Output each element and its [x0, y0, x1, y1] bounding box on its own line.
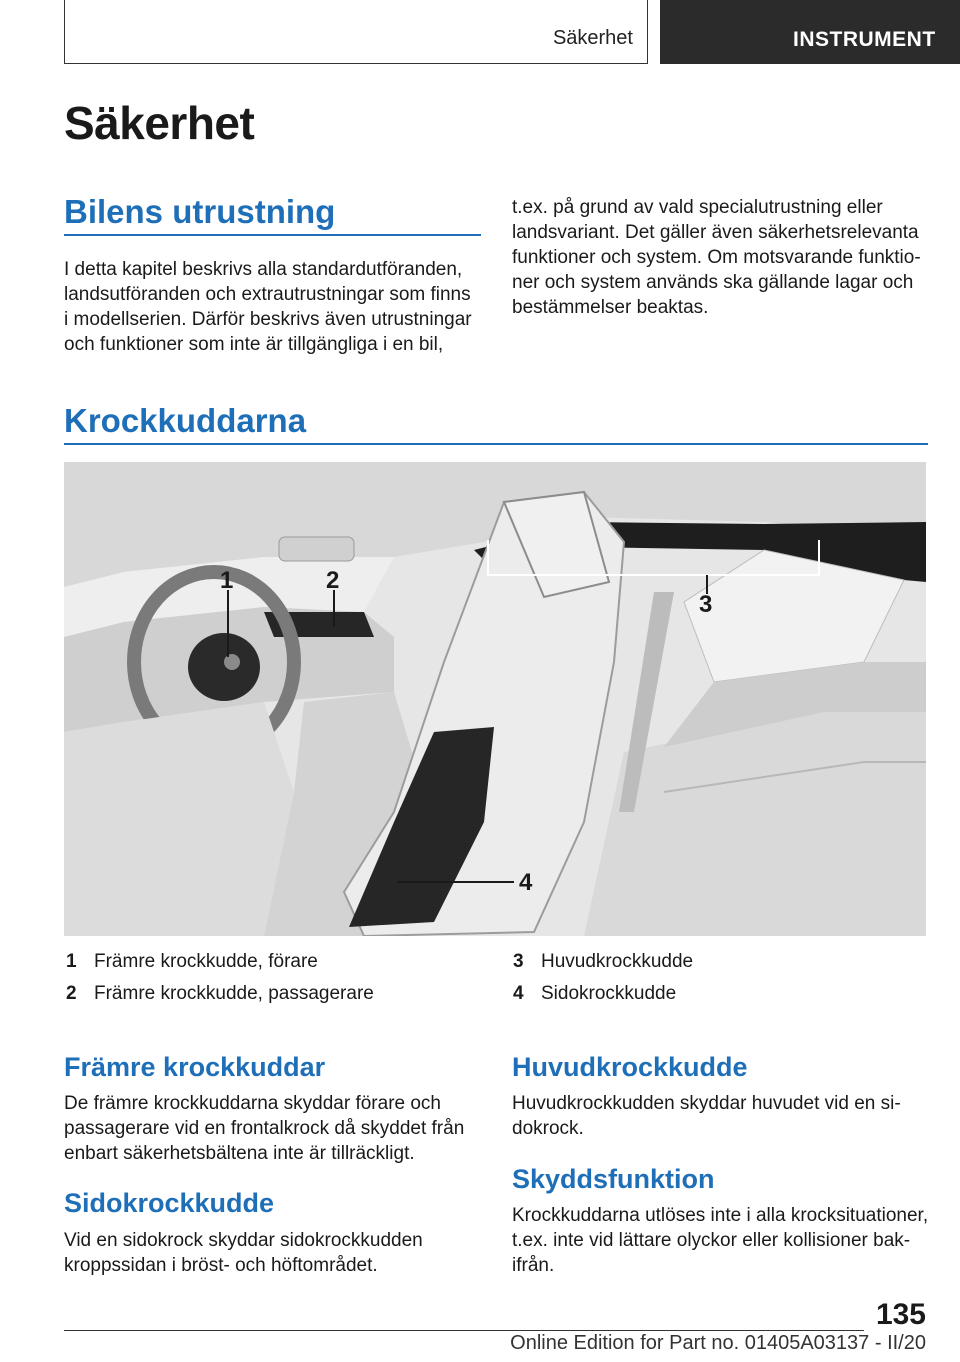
footer-rule	[64, 1330, 864, 1331]
legend-text: Sidokrockkudde	[541, 983, 677, 1004]
callout-2: 2	[326, 567, 340, 594]
legend-number: 2	[66, 983, 77, 1004]
heading-airbags: Krockkuddarna	[64, 402, 307, 439]
text-line: ifrån.	[512, 1255, 555, 1276]
legend-text: Främre krockkudde, passagerare	[94, 983, 374, 1004]
text-line: och funktioner som inte är tillgängliga i en bil,	[64, 334, 444, 355]
text-line: i modellserien. Därför beskrivs även utrustningar	[64, 309, 472, 330]
header-section-label: Säkerhet	[552, 27, 633, 49]
text-line: landsutföranden och extrautrustningar som finns	[64, 284, 471, 305]
text-line: funktioner och system. Om motsvarande funktio-	[512, 247, 921, 268]
text-line: kroppssidan i bröst- och höftområdet.	[64, 1255, 378, 1276]
text-line: dokrock.	[512, 1118, 584, 1139]
text-line: Vid en sidokrock skyddar sidokrockkudden	[64, 1230, 423, 1251]
legend-text: Huvudkrockkudde	[541, 951, 694, 972]
text-line: landsvariant. Det gäller även säkerhetsrelevanta	[512, 222, 919, 243]
heading-side-airbag: Sidokrockkudde	[64, 1188, 275, 1218]
legend-number: 1	[66, 951, 77, 972]
text-line: Krockkuddarna utlöses inte i alla krocksituationer,	[512, 1205, 929, 1226]
page-number: 135	[875, 1298, 926, 1331]
text-line: ner och system används ska gällande lagar och	[512, 272, 914, 293]
text-line: t.ex. inte vid lättare olyckor eller kollisioner bak-	[512, 1230, 911, 1251]
text-line: t.ex. på grund av vald specialutrustning eller	[512, 197, 883, 218]
text-line: Huvudkrockkudden skyddar huvudet vid en si-	[512, 1093, 901, 1114]
callout-1: 1	[220, 567, 234, 594]
text-line: I detta kapitel beskrivs alla standardutföranden,	[64, 259, 463, 280]
car-interior-illustration	[64, 462, 926, 936]
header-section-tab	[64, 0, 648, 64]
callout-4: 4	[519, 869, 533, 896]
text-line: enbart säkerhetsbältena inte är tillräckligt.	[64, 1143, 415, 1164]
legend-number: 4	[513, 983, 524, 1004]
page-title: Säkerhet	[64, 97, 255, 149]
text-line: bestämmelser beaktas.	[512, 297, 709, 318]
legend-number: 3	[513, 951, 524, 972]
heading-equipment: Bilens utrustning	[64, 193, 336, 230]
callout-3: 3	[699, 591, 713, 618]
legend-text: Främre krockkudde, förare	[94, 951, 318, 972]
heading-airbags-rule	[64, 443, 928, 445]
header-chapter-label: INSTRUMENT	[793, 28, 936, 51]
text-line: De främre krockkuddarna skyddar förare och	[64, 1093, 441, 1114]
text-line: passagerare vid en frontalkrock då skyddet från	[64, 1118, 465, 1139]
footer-edition: Online Edition for Part no. 01405A03137 - II/20	[510, 1332, 926, 1354]
heading-equipment-rule	[64, 234, 481, 236]
heading-front-airbags: Främre krockkuddar	[64, 1052, 326, 1082]
header-chapter-tab	[660, 0, 960, 64]
heading-head-airbag: Huvudkrockkudde	[512, 1052, 748, 1082]
heading-protection: Skyddsfunktion	[512, 1164, 715, 1194]
car-interior-svg	[64, 462, 926, 936]
